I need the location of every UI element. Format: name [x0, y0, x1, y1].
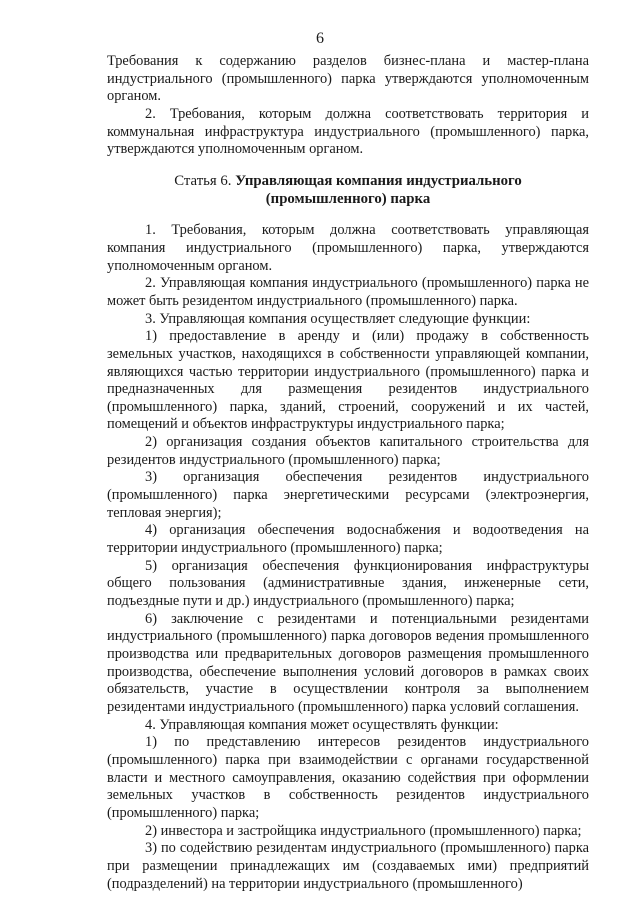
paragraph-requirements-business-plan: Требования к содержанию разделов бизнес-плана и мастер-плана индустриального (промышленного) парка утверждаются уполномоченным органом.	[107, 53, 589, 105]
paragraph-item: 4. Управляющая компания может осуществлять функции:	[145, 716, 499, 733]
paragraph-item: 3. Управляющая компания осуществляет следующие функции:	[145, 310, 531, 327]
paragraph-item: 6) заключение с резидентами и потенциальными резидентами индустриального (промышленного) парка договоров ведения промышленного производства или предварительных договоров размещения промышленного производства, обеспечение выполнения условий договоров в рамках своих обязательств, участие в осуществлении контроля за выполнением резидентами индустриального (промышленного) парка условий соглашения.	[107, 610, 589, 715]
article-heading	[107, 173, 589, 208]
paragraph-item: 1. Требования, которым должна соответствовать управляющая компания индустриального (промышленного) парка, утверждаются уполномоченным органом.	[107, 222, 589, 274]
paragraph-item: 4) организация обеспечения водоснабжения и водоотведения на территории индустриального (промышленного) парка;	[107, 522, 589, 557]
paragraph-item: 1) по представлению интересов резидентов индустриального (промышленного) парка при взаимодействии с органами государственной власти и местного самоуправления, оказанию содействия при оформлении земельных участков в собственность резидентов индустриального (промышленного) парка;	[107, 734, 589, 821]
paragraph-item: 3) по содействию резидентам индустриального (промышленного) парка при размещении принадлежащих им (создаваемых ими) предприятий (подразделений) на территории индустриального (промышленного)	[107, 840, 589, 892]
paragraph-item: 3) организация обеспечения резидентов индустриального (промышленного) парка энергетическими ресурсами (электроэнергия, тепловая энергия);	[107, 469, 589, 521]
article-title-line2: (промышленного) парка	[265, 190, 431, 207]
paragraph-item: 2) организация создания объектов капитального строительства для резидентов индустриального (промышленного) парка;	[107, 434, 589, 468]
page-content	[107, 53, 589, 893]
paragraph-requirements-territory: 2. Требования, которым должна соответствовать территория и коммунальная инфраструктура индустриального (промышленного) парка, утверждаются уполномоченным органом.	[107, 105, 589, 158]
paragraph-item: 2. Управляющая компания индустриального (промышленного) парка не может быть резидентом индустриального (промышленного) парка.	[107, 275, 589, 309]
paragraph-item: 5) организация обеспечения функционирования инфраструктуры общего пользования (административные здания, инженерные сети, подъездные пути и др.) индустриального (промышленного) парка;	[107, 557, 589, 610]
page-number: 6	[316, 30, 324, 47]
article-number: Статья 6.	[174, 172, 232, 189]
paragraph-item: 2) инвестора и застройщика индустриального (промышленного) парка;	[145, 822, 582, 839]
article-title-line1: Управляющая компания индустриального	[235, 172, 522, 189]
paragraph-item: 1) предоставление в аренду и (или) продажу в собственность земельных участков, находящихся в собственности управляющей компании, являющихся частью территории индустриального (промышленного) парка и предназначенных для размещения резидентов индустриального (промышленного) парка, зданий, строений, сооружений и их частей, помещений и объектов инфраструктуры индустриального парка;	[107, 328, 589, 433]
